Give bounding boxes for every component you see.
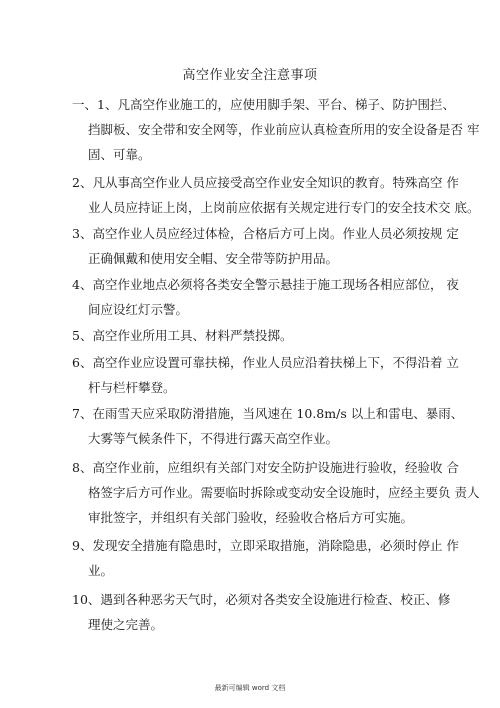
list-item [72,221,459,271]
item-line: 4、高空作业地点必须将各类安全警示悬挂于施工现场各相应部位， 夜 [72,277,459,292]
item-line: 一、1、凡高空作业施工的，应使用脚手架、平台、梯子、防护围拦、 [72,97,455,112]
item-line: 业人员应持证上岗，上岗前应依据有关规定进行专门的安全技术交 底。 [88,200,480,215]
item-line: 业。 [88,563,114,578]
item-line: 5、高空作业所用工具、材料严禁投掷。 [72,328,293,343]
item-line: 固、可靠。 [88,147,151,162]
item-line: 间应设红灯示警。 [88,302,189,317]
item-line: 10、遇到各种恶劣天气时，必须对各类安全设施进行检查、校正、修 [72,592,451,607]
item-line: 6、高空作业应设置可靠扶梯，作业人员应沿着扶梯上下，不得沿着 立 [72,355,459,370]
list-item [72,272,459,322]
item-line: 大雾等气候条件下，不得进行露天高空作业。 [88,431,339,446]
item-line: 格签字后方可作业。需要临时拆除或变动安全设施时，应经主要负 责人 [88,485,480,500]
list-item [72,350,459,400]
item-line: 理使之完善。 [88,617,164,632]
item-line: 3、高空作业人员应经过体检，合格后方可上岗。作业人员必须按规 定 [72,226,459,241]
item-line: 2、凡从事高空作业人员应接受高空作业安全知识的教育。特殊高空 作 [72,175,459,190]
list-item [72,455,480,530]
page-footer: 最新可编辑 word 文档 [214,684,286,692]
list-item [72,323,432,348]
item-line: 挡脚板、安全带和安全网等，作业前应认真检查所用的安全设备是否 牢 [88,122,480,137]
list-item [72,92,480,167]
item-line: 9、发现安全措施有隐患时，立即采取措施，消除隐患，必须时停止 作 [72,538,459,553]
item-line: 杆与栏杆攀登。 [88,380,176,395]
item-line: 正确佩戴和使用安全帽、安全带等防护用品。 [88,251,339,266]
item-line: 审批签字，并组织有关部门验收，经验收合格后方可实施。 [88,510,414,525]
page-title: 高空作业安全注意事项 [182,68,318,83]
list-item [72,170,480,220]
list-item [72,401,464,451]
item-line: 7、在雨雪天应采取防滑措施，当风速在 10.8m/s 以上和雷电、暴雨、 [72,406,464,421]
list-item [72,587,451,637]
list-item [72,533,459,583]
item-line: 8、高空作业前，应组织有关部门对安全防护设施进行验收，经验收 合 [72,460,459,475]
